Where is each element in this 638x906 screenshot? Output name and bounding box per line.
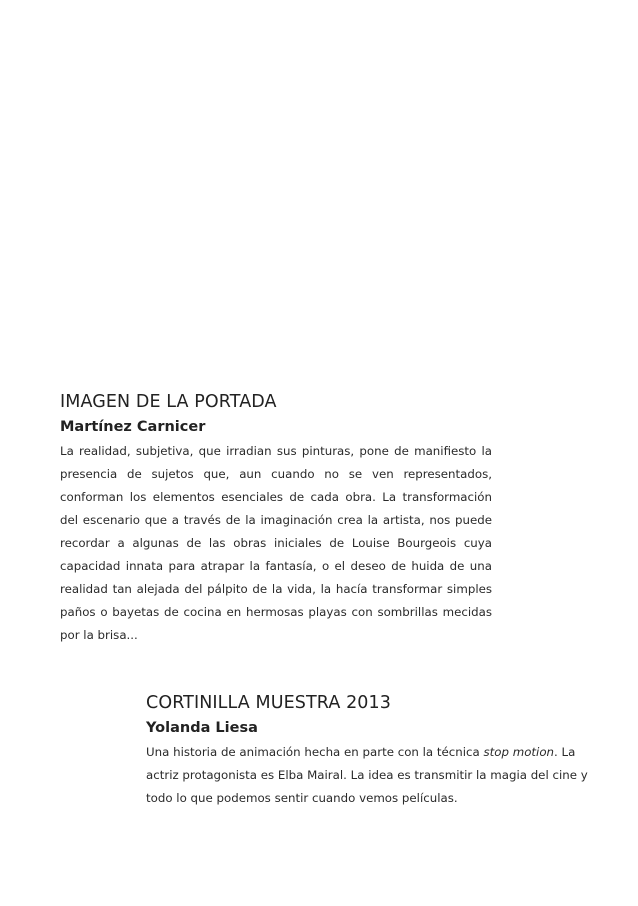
section-body <box>146 741 591 810</box>
section-cortinilla-muestra <box>146 690 591 810</box>
body-text: Una historia de animación hecha en parte con la técnica <box>146 745 484 759</box>
section-author: Martínez Carnicer <box>60 419 206 435</box>
body-text: . La actriz protagonista es Elba Mairal. La idea es transmitir la magia del cine y todo lo que podemos sentir cuando vemos películas. <box>146 745 588 805</box>
section-body: La realidad, subjetiva, que irradian sus pinturas, pone de manifiesto la presencia de sujetos que, aun cuando no se ven representados, conforman los elementos esenciales de cada obra. La transformación del escenario que a través de la imaginación crea la artista, nos puede recordar a algunas de las obras iniciales de Louise Bourgeois cuya capacidad innata para atrapar la fantasía, o el deseo de huida de una realidad tan alejada del pálpito de la vida, la hacía transformar simples paños o bayetas de cocina en hermosas playas con sombrillas mecidas por la brisa... <box>60 444 492 642</box>
section-title: CORTINILLA MUESTRA 2013 <box>146 693 392 713</box>
section-author: Yolanda Liesa <box>146 720 258 736</box>
body-italic-term: stop motion <box>483 745 555 759</box>
section-title: IMAGEN DE LA PORTADA <box>60 392 277 412</box>
section-imagen-portada <box>60 389 492 647</box>
